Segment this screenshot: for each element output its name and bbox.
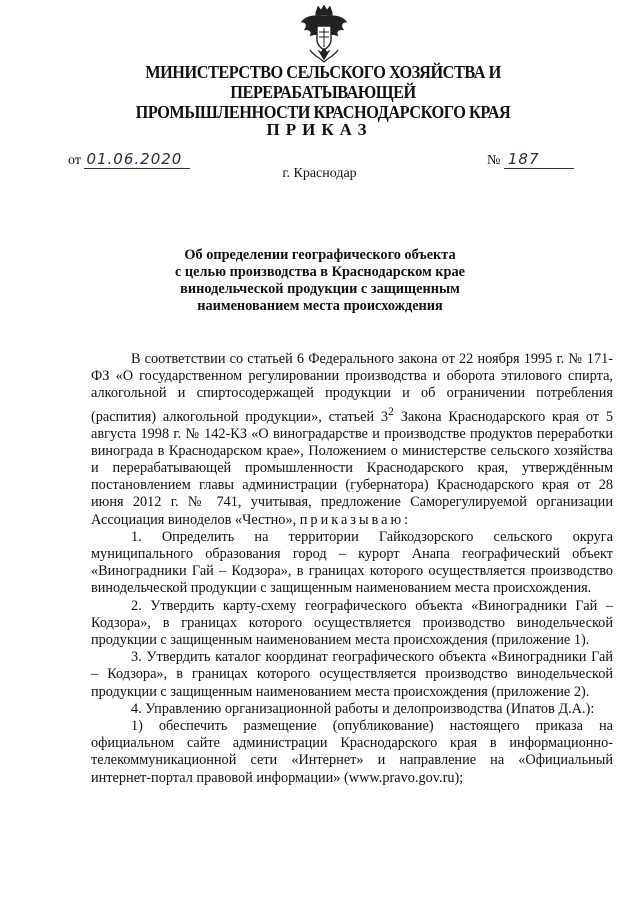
order-subject	[130, 247, 510, 315]
intro-text-b: Закона Краснодарского края от 5 августа 1998 г. № 142-КЗ «О виноградарстве и производстве продуктов переработки винограда в Краснодарском крае», Положением о министерстве сельского хозяйства и перерабатывающей промышленности Краснодарского края, утверждённым постановлением главы администрации (губернатора) Краснодарского края от 28 июня 2012 г. № 741, учитывая, предложение Саморегулируемой организации Ассоциация виноделов «Честно»,	[91, 408, 613, 528]
intro-text-a: В соответствии со статьей 6 Федерального закона от 22 ноября 1995 г. № 171-ФЗ «О государственном регулировании производства и оборота этилового спирта, алкогольной и спиртосодержащей продукции и об ограничении потребления (распития) алкогольной продукции», статьей 3	[91, 351, 613, 425]
number-value: 187	[504, 150, 574, 169]
ministry-line-2: ПРОМЫШЛЕННОСТИ КРАСНОДАРСКОГО КРАЯ	[135, 102, 511, 122]
number-prefix: №	[487, 153, 501, 168]
subject-line-1: Об определении географического объекта	[184, 247, 456, 263]
subject-line-2: с целью производства в Краснодарском крае	[175, 264, 465, 280]
date-value: 01.06.2020	[84, 150, 190, 169]
item-2: 2. Утвердить карту-схему географического объекта «Виноградники Гай – Кодзора», в границах которого осуществляется производство винодельческой продукции с защищенным наименованием места происхождения (приложение 1).	[91, 597, 613, 649]
subject-line-4: наименованием места происхождения	[197, 298, 443, 314]
ministry-name	[60, 62, 586, 122]
date-prefix: от	[68, 153, 81, 168]
document-type-title: ПРИКАЗ	[266, 120, 373, 139]
order-verb: приказываю:	[299, 511, 412, 528]
ministry-line-1: МИНИСТЕРСТВО СЕЛЬСКОГО ХОЗЯЙСТВА И ПЕРЕРАБАТЫВАЮЩЕЙ	[145, 62, 501, 102]
item-1: 1. Определить на территории Гайкодзорского сельского округа муниципального образования город – курорт Анапа географический объект «Виноградники Гай – Кодзора», в границах которого осуществляется производство винодельческой продукции с защищенным наименованием места происхождения.	[91, 528, 613, 597]
item-3: 3. Утвердить каталог координат географического объекта «Виноградники Гай – Кодзора», в границах которого осуществляется производство винодельческой продукции с защищенным наименованием места происхождения (приложение 2).	[91, 649, 613, 700]
intro-paragraph	[91, 351, 613, 529]
city-label: г. Краснодар	[282, 166, 357, 181]
coat-of-arms-icon	[298, 4, 350, 64]
item-4: 4. Управлению организационной работы и делопроизводства (Ипатов Д.А.):	[131, 700, 595, 717]
article-superscript: 2	[388, 403, 394, 418]
subject-line-3: винодельческой продукции с защищенным	[180, 281, 460, 297]
item-4-1: 1) обеспечить размещение (опубликование) настоящего приказа на официальном сайте администрации Краснодарского края в информационно-телекоммуникационной сети «Интернет» и направление на «Официальный интернет-портал правовой информации» (www.pravo.gov.ru);	[91, 718, 613, 786]
document-body	[91, 351, 613, 787]
